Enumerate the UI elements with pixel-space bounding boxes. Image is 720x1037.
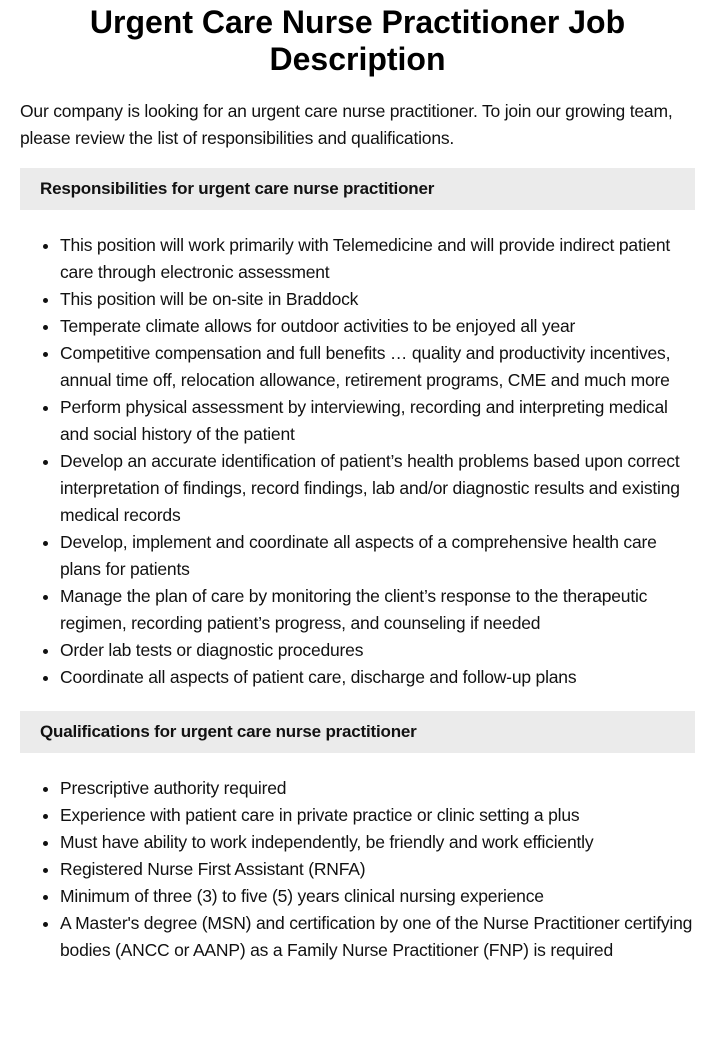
list-item: • This position will be on-site in Braddock xyxy=(60,286,695,313)
list-item: • Must have ability to work independently, be friendly and work efficiently xyxy=(60,829,695,856)
list-item: • Develop, implement and coordinate all aspects of a comprehensive health care plans for patients xyxy=(60,529,695,583)
list-item: • A Master's degree (MSN) and certification by one of the Nurse Practitioner certifying bodies (ANCC or AANP) as a Family Nurse Practitioner (FNP) is required xyxy=(60,910,695,964)
responsibilities-heading: Responsibilities for urgent care nurse practitioner xyxy=(20,168,695,210)
list-item: • Coordinate all aspects of patient care, discharge and follow-up plans xyxy=(60,664,695,691)
qualifications-heading: Qualifications for urgent care nurse practitioner xyxy=(20,711,695,753)
list-item: • Competitive compensation and full benefits … quality and productivity incentives, annual time off, relocation allowance, retirement programs, CME and much more xyxy=(60,340,695,394)
list-item: • Order lab tests or diagnostic procedures xyxy=(60,637,695,664)
list-item: • Minimum of three (3) to five (5) years clinical nursing experience xyxy=(60,883,695,910)
page-title: Urgent Care Nurse Practitioner Job Description xyxy=(89,4,626,77)
list-item: • This position will work primarily with Telemedicine and will provide indirect patient care through electronic assessment xyxy=(60,232,695,286)
intro-text: Our company is looking for an urgent care nurse practitioner. To join our growing team, please review the list of responsibilities and qualifications. xyxy=(20,101,673,148)
list-item: • Perform physical assessment by interviewing, recording and interpreting medical and social history of the patient xyxy=(60,394,695,448)
list-item: • Manage the plan of care by monitoring the client’s response to the therapeutic regimen, recording patient’s progress, and counseling if needed xyxy=(60,583,695,637)
list-item: • Develop an accurate identification of patient’s health problems based upon correct interpretation of findings, record findings, lab and/or diagnostic results and existing medical records xyxy=(60,448,695,529)
list-item: • Registered Nurse First Assistant (RNFA) xyxy=(60,856,695,883)
list-item: • Temperate climate allows for outdoor activities to be enjoyed all year xyxy=(60,313,695,340)
qualifications-list xyxy=(20,775,695,964)
list-item: • Prescriptive authority required xyxy=(60,775,695,802)
responsibilities-list xyxy=(20,232,695,691)
list-item: • Experience with patient care in private practice or clinic setting a plus xyxy=(60,802,695,829)
